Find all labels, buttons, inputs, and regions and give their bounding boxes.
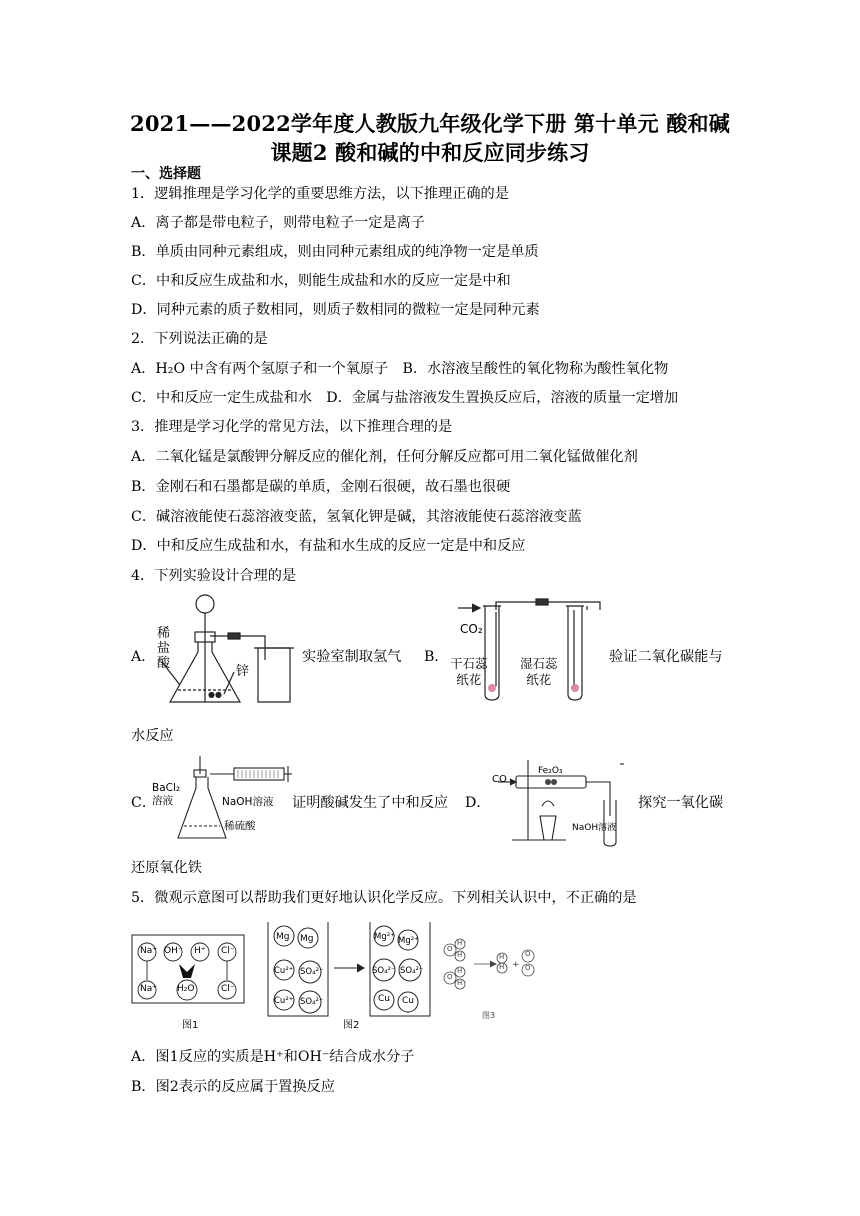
- q3-option-c: C．碱溶液能使石蕊溶液变蓝，氢氧化钾是碱，其溶液能使石蕊溶液变蓝: [131, 509, 582, 525]
- q4-b-text-continued: 水反应: [131, 728, 174, 744]
- fig3-h-2: H: [457, 951, 463, 959]
- fig1-h: H⁺: [194, 946, 206, 956]
- figure-a-hydrogen-apparatus: [150, 590, 300, 710]
- fig3-h-4: H: [457, 979, 463, 987]
- fig-b-dry-label: 干石蕊 纸花: [450, 656, 488, 687]
- svg-text:●●: ●●: [208, 690, 222, 699]
- fig3-o-3: O: [525, 950, 531, 958]
- q4-c-letter: C．: [131, 795, 157, 811]
- q1-stem: 1．逻辑推理是学习化学的重要思维方法，以下推理正确的是: [131, 186, 509, 202]
- fig1-cl-bottom: Cl⁻: [221, 984, 235, 994]
- fig2-mg-1: Mg: [276, 932, 290, 942]
- fig1-h2o: H₂O: [177, 984, 195, 994]
- q2-options-ab: A．H₂O 中含有两个氢原子和一个氧原子 B．水溶液呈酸性的氧化物称为酸性氧化物: [131, 361, 669, 377]
- fig1-cl: Cl⁻: [221, 946, 235, 956]
- q4-a-letter: A．: [131, 649, 156, 665]
- q4-b-text: 验证二氧化碳能与: [609, 649, 723, 665]
- q5-option-b: B．图2表示的反应属于置换反应: [131, 1079, 335, 1095]
- q4-stem: 4．下列实验设计合理的是: [131, 568, 297, 584]
- q4-d-letter: D．: [465, 795, 491, 811]
- q2-stem: 2．下列说法正确的是: [131, 331, 268, 347]
- fig2-mg-ion-1: Mg²⁺: [374, 932, 395, 942]
- q4-d-text: 探究一氧化碳: [638, 795, 724, 811]
- fig-a-acid-label: 稀 盐 酸: [157, 626, 171, 671]
- fig2-cu-atom-2: Cu: [402, 996, 414, 1006]
- fig-c-acid-label: 稀硫酸: [224, 820, 256, 832]
- fig-d-co-label: CO: [492, 774, 507, 785]
- q4-c-text: 证明酸碱发生了中和反应: [292, 795, 449, 811]
- fig3-h-3: H: [457, 967, 463, 975]
- fig3-caption: 图3: [482, 1011, 496, 1020]
- fig2-so4-1: SO₄²⁻: [300, 967, 324, 977]
- title-line-1: 2021——2022学年度人教版九年级化学下册 第十单元 酸和碱: [130, 111, 730, 136]
- q5-stem: 5．微观示意图可以帮助我们更好地认识化学反应。下列相关认识中，不正确的是: [131, 890, 637, 906]
- fig-b-wet-label: 湿石蕊 纸花: [520, 656, 558, 687]
- fig1-caption: 图1: [182, 1020, 199, 1031]
- fig2-so4-4: SO₄²⁻: [400, 966, 424, 976]
- fig2-cu-atom-1: Cu: [378, 994, 390, 1004]
- q4-b-letter: B．: [424, 649, 449, 665]
- fig-d-fe2o3-label: Fe₂O₃: [538, 766, 563, 776]
- fig-d-naoh-label: NaOH溶液: [572, 823, 617, 833]
- fig-b-co2-label: CO₂: [460, 622, 483, 636]
- svg-text:+: +: [512, 960, 520, 970]
- fig1-na: Na⁺: [140, 946, 157, 956]
- fig3-o-2: O: [447, 973, 453, 981]
- q1-option-a: A．离子都是带电粒子，则带电粒子一定是离子: [131, 215, 425, 231]
- fig3-o-1: O: [447, 945, 453, 953]
- q3-option-b: B．金刚石和石墨都是碳的单质，金刚石很硬，故石墨也很硬: [131, 479, 511, 495]
- fig2-mg-ion-2: Mg²⁺: [398, 936, 419, 946]
- fig3-o-4: O: [525, 964, 531, 972]
- section-heading: 一、选择题: [131, 166, 201, 182]
- q4-d-text-continued: 还原氧化铁: [131, 860, 202, 876]
- fig-a-zinc-label: 锌: [236, 664, 250, 679]
- q2-options-cd: C．中和反应一定生成盐和水 D．金属与盐溶液发生置换反应后，溶液的质量一定增加: [131, 390, 679, 406]
- fig2-so4-3: SO₄²⁻: [372, 966, 396, 976]
- fig2-cu-ion-2: Cu²⁺: [274, 996, 294, 1006]
- fig3-h-5: H: [499, 953, 505, 961]
- fig-c-bacl2-label: BaCl₂ 溶液: [152, 782, 181, 807]
- fig-c-naoh-label: NaOH溶液: [222, 796, 274, 808]
- fig2-so4-2: SO₄²⁻: [300, 997, 324, 1007]
- q4-a-text: 实验室制取氢气: [302, 649, 402, 665]
- title-line-2: 课题2 酸和碱的中和反应同步练习: [270, 140, 590, 165]
- fig3-h-6: H: [499, 963, 505, 971]
- q1-option-d: D．同种元素的质子数相同，则质子数相同的微粒一定是同种元素: [131, 302, 540, 318]
- fig2-cu-ion-1: Cu²⁺: [274, 966, 294, 976]
- fig2-mg-2: Mg: [300, 934, 314, 944]
- q1-option-c: C．中和反应生成盐和水，则能生成盐和水的反应一定是中和: [131, 273, 511, 289]
- q3-option-d: D．中和反应生成盐和水，有盐和水生成的反应一定是中和反应: [131, 538, 526, 554]
- fig2-caption: 图2: [343, 1020, 360, 1031]
- q5-option-a: A．图1反应的实质是H⁺和OH⁻结合成水分子: [131, 1049, 415, 1065]
- fig1-na-bottom: Na⁺: [140, 984, 157, 994]
- q1-option-b: B．单质由同种元素组成，则由同种元素组成的纯净物一定是单质: [131, 244, 539, 260]
- q3-option-a: A．二氧化锰是氯酸钾分解反应的催化剂，任何分解反应都可用二氧化锰做催化剂: [131, 449, 638, 465]
- fig3-h-1: H: [457, 939, 463, 947]
- fig1-oh: OH⁻: [164, 946, 183, 956]
- q3-stem: 3．推理是学习化学的常见方法，以下推理合理的是: [131, 419, 453, 435]
